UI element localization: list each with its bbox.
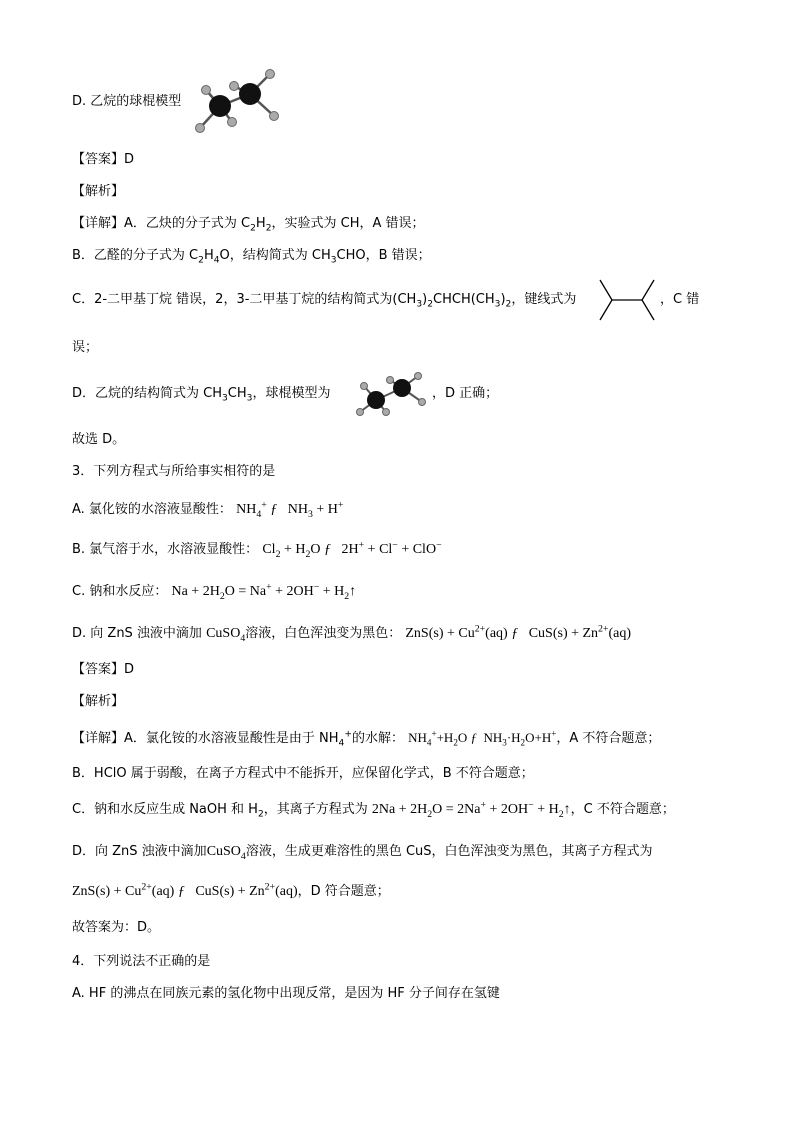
q3-option-b: B. 氯气溶于水，水溶液显酸性： $Cl_2 + H_2O$ ƒ 2H+ + Cl− + ClO− [72, 539, 442, 560]
explain-d-equation: $ZnS(s) + Cu^{2+}(aq)$ ƒ $CuS(s) + Zn^{2+}(aq)$，D 符合题意； [72, 881, 390, 899]
conclusion-2: 故答案为：D。 [72, 920, 161, 935]
answer-label-1: 【答案】D [72, 152, 135, 167]
analysis-label-1: 【解析】 [72, 184, 125, 199]
option-d-ball-stick [72, 92, 181, 112]
detail-line-b: B．乙醛的分子式为 $C_2H_4O$，结构简式为 $CH_3CHO$，B 错误； [72, 248, 431, 266]
analysis-label-2: 【解析】 [72, 694, 125, 709]
detail-line-c-tail: ，C 错 [660, 292, 700, 307]
explain-b: B．HClO 属于弱酸，在离子方程式中不能拆开，应保留化学式，B 不符合题意； [72, 766, 534, 781]
question-4: 4．下列说法不正确的是 [72, 954, 211, 969]
detail-line-d: D．乙烷的结构简式为 $CH_3CH_3$，球棍模型为 [72, 386, 331, 404]
ethane-ball-stick-model [192, 66, 282, 134]
answer-label-2: 【答案】D [72, 662, 135, 677]
q3-option-c: C. 钠和水反应： $Na + 2H_2O = Na^+ + 2OH^-$ + $H_2↑$ [72, 581, 357, 602]
explain-d: D．向 ZnS 浊液中滴加CuSO$_4$溶液，生成更难溶性的黑色 CuS，白色浑浊变为黑色，其离子方程式为 [72, 844, 653, 862]
detail-line-c-wrap: 误； [72, 340, 99, 355]
q4-option-a: A. HF 的沸点在同族元素的氢化物中出现反常，是因为 HF 分子间存在氢键 [72, 986, 500, 1001]
q3-option-d: D. 向 ZnS 浊液中滴加 CuSO$_4$溶液，白色浑浊变为黑色： $ZnS(s) + Cu^{2+}(aq)$ ƒ $CuS(s) + Zn^{2+}(aq)$ [72, 623, 632, 644]
option-d-label: D. 乙烷的球棍模型 [72, 94, 182, 109]
detail-line-d-tail: ，D 正确； [432, 386, 499, 401]
explain-c: C．钠和水反应生成 NaOH 和 $H_2$，其离子方程式为 $2Na + 2H_2O = 2Na^+ + 2OH^-$ + $H_2↑$，C 不符合题意； [72, 799, 675, 820]
conclusion-1: 故选 D。 [72, 432, 126, 447]
explain-a: 【详解】A．氯化铵的水溶液显酸性是由于 $NH_4^+$的水解： $NH_4^++H_2O$ ƒ $NH_3\cdot H_2O+H^+$，A 不符合题意； [72, 728, 661, 749]
detail-line-a: 【详解】A．乙炔的分子式为 $C_2H_2$，实验式为 CH，A 错误； [72, 216, 425, 234]
q3-option-a: A. 氯化铵的水溶液显酸性： $NH_4^+$ ƒ $NH_3 + H^+$ [72, 499, 344, 520]
question-3: 3．下列方程式与所给事实相符的是 [72, 464, 276, 479]
skeletal-formula [596, 276, 658, 324]
detail-line-c: C．2-二甲基丁烷 错误，2，3-二甲基丁烷的结构简式为$(CH_3)_2CHCH(CH_3)_2$，键线式为 [72, 292, 577, 310]
ethane-model-inline [352, 372, 432, 418]
